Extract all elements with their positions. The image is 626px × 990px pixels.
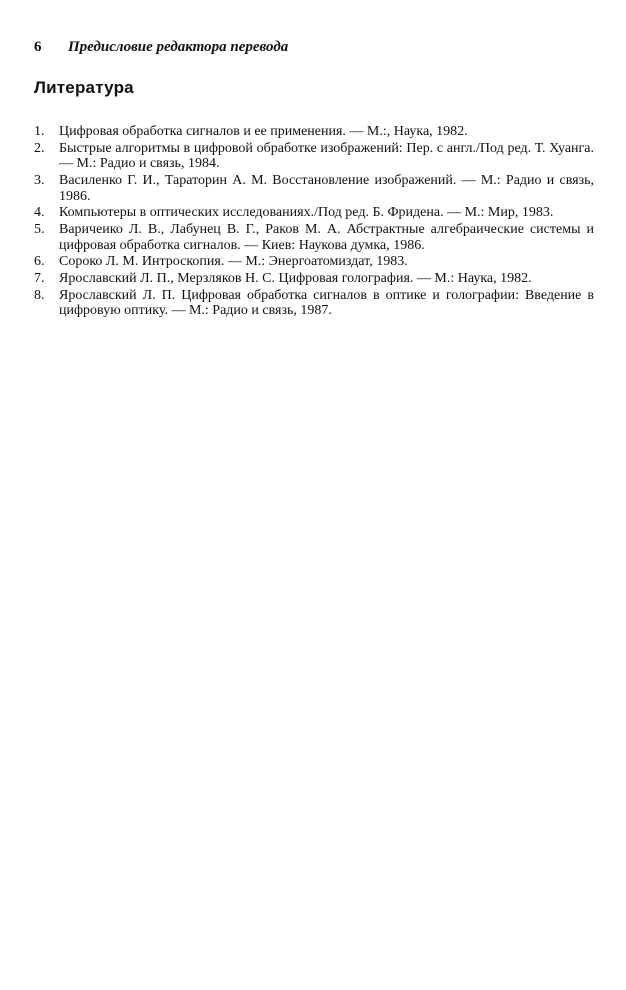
reference-text: Варичеико Л. В., Лабунец В. Г., Раков М. А. Абстрактные алгебраические системы и цифровая обработка сигналов. — Киев: Наукова думка, 1986.: [59, 221, 594, 253]
reference-number: 4.: [34, 205, 45, 221]
reference-item: [34, 141, 594, 172]
reference-text: Цифровая обработка сигналов и ее применения. — М.:, Наука, 1982.: [59, 124, 468, 139]
page-number: 6: [34, 39, 42, 55]
reference-item: [34, 173, 594, 204]
reference-item: [34, 254, 594, 270]
reference-number: 8.: [34, 287, 45, 303]
reference-item: [34, 271, 594, 287]
running-title: Предисловие редактора перевода: [68, 39, 289, 55]
reference-item: [34, 222, 594, 253]
reference-text: Василенко Г. И., Тараторин А. М. Восстановление изображений. — М.: Радио и связь, 1986.: [59, 172, 594, 204]
running-head: [34, 38, 288, 56]
reference-number: 7.: [34, 270, 45, 286]
reference-item: [34, 124, 594, 140]
reference-text: Быстрые алгоритмы в цифровой обработке изображений: Пер. с англ./Под ред. Т. Хуанга. — М.: Радио и связь, 1984.: [59, 140, 594, 172]
reference-text: Ярославский Л. П. Цифровая обработка сигналов в оптике и голографии: Введение в цифровую оптику. — М.: Радио и связь, 1987.: [59, 287, 594, 319]
reference-number: 6.: [34, 254, 45, 270]
reference-text: Ярославский Л. П., Мерзляков Н. С. Цифровая голография. — М.: Наука, 1982.: [59, 270, 532, 286]
reference-item: [34, 288, 594, 319]
reference-number: 2.: [34, 140, 45, 156]
reference-list: [34, 124, 594, 320]
reference-number: 1.: [34, 124, 45, 139]
reference-text: Компьютеры в оптических исследованиях./Под ред. Б. Фридена. — М.: Мир, 1983.: [59, 205, 554, 221]
reference-item: [34, 205, 594, 221]
reference-number: 3.: [34, 172, 45, 188]
reference-number: 5.: [34, 221, 45, 237]
reference-text: Сороко Л. М. Интроскопия. — М.: Энергоатомиздат, 1983.: [59, 254, 408, 270]
section-heading: Литература: [34, 78, 134, 97]
